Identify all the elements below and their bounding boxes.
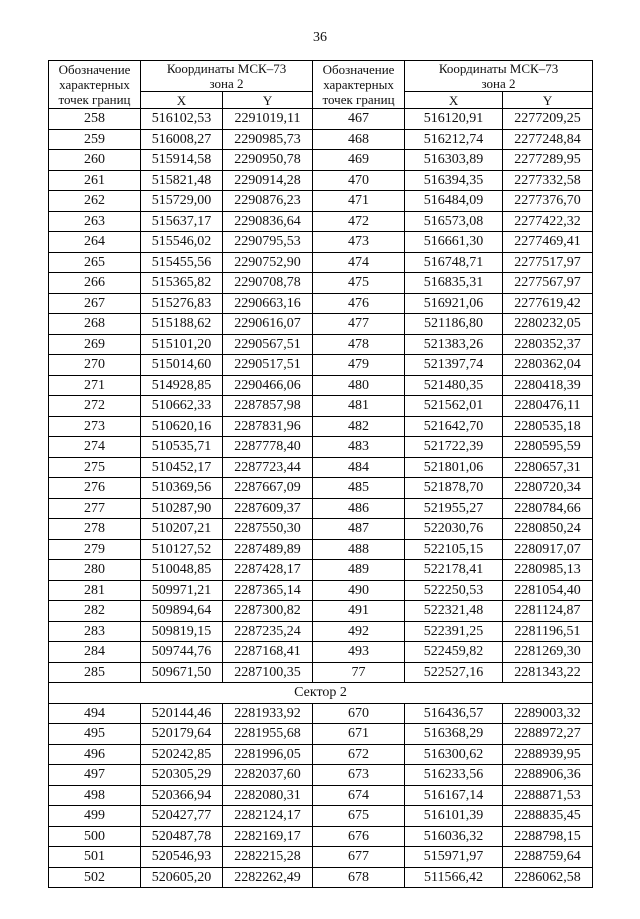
x-cell: 521642,70 xyxy=(405,416,503,437)
y-cell: 2281269,30 xyxy=(503,642,593,663)
y-cell: 2280232,05 xyxy=(503,314,593,335)
y-cell: 2290708,78 xyxy=(223,273,313,294)
x-cell: 516212,74 xyxy=(405,129,503,150)
y-cell: 2287857,98 xyxy=(223,396,313,417)
table-row xyxy=(49,703,593,724)
point-id-cell: 280 xyxy=(49,560,141,581)
x-cell: 522030,76 xyxy=(405,519,503,540)
x-cell: 515914,58 xyxy=(141,150,223,171)
y-cell: 2280352,37 xyxy=(503,334,593,355)
point-id-cell: 493 xyxy=(313,642,405,663)
point-id-cell: 482 xyxy=(313,416,405,437)
point-id-cell: 672 xyxy=(313,744,405,765)
point-id-cell: 477 xyxy=(313,314,405,335)
y-cell: 2277248,84 xyxy=(503,129,593,150)
table-row xyxy=(49,334,593,355)
table-row xyxy=(49,396,593,417)
point-id-cell: 473 xyxy=(313,232,405,253)
point-id-cell: 468 xyxy=(313,129,405,150)
y-cell: 2288871,53 xyxy=(503,785,593,806)
x-cell: 516368,29 xyxy=(405,724,503,745)
y-cell: 2288939,95 xyxy=(503,744,593,765)
y-header: Y xyxy=(503,92,593,109)
y-cell: 2287667,09 xyxy=(223,478,313,499)
x-cell: 521397,74 xyxy=(405,355,503,376)
y-cell: 2282262,49 xyxy=(223,867,313,888)
x-cell: 520366,94 xyxy=(141,785,223,806)
x-cell: 516661,30 xyxy=(405,232,503,253)
x-cell: 516748,71 xyxy=(405,252,503,273)
x-cell: 510452,17 xyxy=(141,457,223,478)
y-cell: 2280362,04 xyxy=(503,355,593,376)
table-row xyxy=(49,314,593,335)
y-cell: 2287235,24 xyxy=(223,621,313,642)
point-id-cell: 496 xyxy=(49,744,141,765)
y-cell: 2287365,14 xyxy=(223,580,313,601)
x-cell: 515014,60 xyxy=(141,355,223,376)
x-cell: 521480,35 xyxy=(405,375,503,396)
coord-header-right xyxy=(405,61,593,92)
y-cell: 2277619,42 xyxy=(503,293,593,314)
table-row xyxy=(49,621,593,642)
table-row xyxy=(49,539,593,560)
table-row xyxy=(49,273,593,294)
header-text: Координаты МСК–73 xyxy=(438,61,559,76)
table-row xyxy=(49,806,593,827)
x-cell: 516233,56 xyxy=(405,765,503,786)
x-cell: 509671,50 xyxy=(141,662,223,683)
header-text: зона 2 xyxy=(209,76,244,91)
point-id-cell: 476 xyxy=(313,293,405,314)
y-cell: 2287550,30 xyxy=(223,519,313,540)
header-text: Обозначение xyxy=(322,62,395,77)
x-cell: 522391,25 xyxy=(405,621,503,642)
y-cell: 2277422,32 xyxy=(503,211,593,232)
point-id-cell: 268 xyxy=(49,314,141,335)
table-row xyxy=(49,191,593,212)
point-id-cell: 275 xyxy=(49,457,141,478)
y-cell: 2287300,82 xyxy=(223,601,313,622)
x-cell: 510048,85 xyxy=(141,560,223,581)
x-cell: 516835,31 xyxy=(405,273,503,294)
x-cell: 510662,33 xyxy=(141,396,223,417)
y-cell: 2289003,32 xyxy=(503,703,593,724)
y-cell: 2291019,11 xyxy=(223,109,313,130)
y-cell: 2277289,95 xyxy=(503,150,593,171)
y-cell: 2280657,31 xyxy=(503,457,593,478)
x-cell: 516300,62 xyxy=(405,744,503,765)
point-id-cell: 489 xyxy=(313,560,405,581)
coordinates-table xyxy=(48,60,593,888)
point-id-cell: 502 xyxy=(49,867,141,888)
point-id-cell: 500 xyxy=(49,826,141,847)
y-cell: 2277332,58 xyxy=(503,170,593,191)
x-cell: 516101,39 xyxy=(405,806,503,827)
x-cell: 515276,83 xyxy=(141,293,223,314)
point-id-cell: 264 xyxy=(49,232,141,253)
y-cell: 2288798,15 xyxy=(503,826,593,847)
point-id-cell: 494 xyxy=(49,703,141,724)
x-cell: 516303,89 xyxy=(405,150,503,171)
x-cell: 521562,01 xyxy=(405,396,503,417)
x-cell: 509894,64 xyxy=(141,601,223,622)
point-id-cell: 276 xyxy=(49,478,141,499)
y-cell: 2281933,92 xyxy=(223,703,313,724)
point-id-cell: 267 xyxy=(49,293,141,314)
y-cell: 2281996,05 xyxy=(223,744,313,765)
point-id-cell: 259 xyxy=(49,129,141,150)
x-cell: 521878,70 xyxy=(405,478,503,499)
y-cell: 2287609,37 xyxy=(223,498,313,519)
point-id-cell: 269 xyxy=(49,334,141,355)
table-row xyxy=(49,765,593,786)
x-cell: 515971,97 xyxy=(405,847,503,868)
point-id-cell: 470 xyxy=(313,170,405,191)
table-row xyxy=(49,847,593,868)
y-cell: 2281196,51 xyxy=(503,621,593,642)
x-cell: 522459,82 xyxy=(405,642,503,663)
x-cell: 520546,93 xyxy=(141,847,223,868)
x-cell: 521801,06 xyxy=(405,457,503,478)
table-row xyxy=(49,724,593,745)
table-row xyxy=(49,170,593,191)
point-id-cell: 285 xyxy=(49,662,141,683)
x-cell: 520487,78 xyxy=(141,826,223,847)
point-id-cell: 485 xyxy=(313,478,405,499)
x-cell: 522178,41 xyxy=(405,560,503,581)
x-cell: 509744,76 xyxy=(141,642,223,663)
point-id-cell: 467 xyxy=(313,109,405,130)
y-cell: 2281343,22 xyxy=(503,662,593,683)
table-row xyxy=(49,826,593,847)
point-id-cell: 262 xyxy=(49,191,141,212)
y-cell: 2287831,96 xyxy=(223,416,313,437)
y-cell: 2280917,07 xyxy=(503,539,593,560)
y-cell: 2286062,58 xyxy=(503,867,593,888)
point-id-cell: 472 xyxy=(313,211,405,232)
x-cell: 516120,91 xyxy=(405,109,503,130)
point-id-cell: 265 xyxy=(49,252,141,273)
y-cell: 2290795,53 xyxy=(223,232,313,253)
y-cell: 2288759,64 xyxy=(503,847,593,868)
point-id-cell: 471 xyxy=(313,191,405,212)
y-cell: 2290517,51 xyxy=(223,355,313,376)
y-cell: 2277517,97 xyxy=(503,252,593,273)
x-cell: 515546,02 xyxy=(141,232,223,253)
y-cell: 2280418,39 xyxy=(503,375,593,396)
point-id-cell: 480 xyxy=(313,375,405,396)
table-row xyxy=(49,560,593,581)
point-id-cell: 273 xyxy=(49,416,141,437)
table-row xyxy=(49,867,593,888)
x-cell: 515101,20 xyxy=(141,334,223,355)
y-cell: 2287100,35 xyxy=(223,662,313,683)
y-cell: 2282124,17 xyxy=(223,806,313,827)
point-id-cell: 263 xyxy=(49,211,141,232)
y-cell: 2290663,16 xyxy=(223,293,313,314)
x-cell: 521383,26 xyxy=(405,334,503,355)
point-id-cell: 492 xyxy=(313,621,405,642)
point-id-cell: 261 xyxy=(49,170,141,191)
y-cell: 2277376,70 xyxy=(503,191,593,212)
point-id-cell: 673 xyxy=(313,765,405,786)
table-row xyxy=(49,744,593,765)
y-cell: 2287778,40 xyxy=(223,437,313,458)
table-row xyxy=(49,519,593,540)
x-cell: 515821,48 xyxy=(141,170,223,191)
x-cell: 515188,62 xyxy=(141,314,223,335)
y-cell: 2290567,51 xyxy=(223,334,313,355)
x-cell: 522321,48 xyxy=(405,601,503,622)
table-row xyxy=(49,498,593,519)
point-id-cell: 270 xyxy=(49,355,141,376)
table-row xyxy=(49,211,593,232)
x-cell: 522527,16 xyxy=(405,662,503,683)
section-row xyxy=(49,683,593,704)
table-row xyxy=(49,232,593,253)
y-cell: 2290836,64 xyxy=(223,211,313,232)
table-row xyxy=(49,150,593,171)
point-id-cell: 495 xyxy=(49,724,141,745)
y-header: Y xyxy=(223,92,313,109)
point-id-cell: 281 xyxy=(49,580,141,601)
y-cell: 2290950,78 xyxy=(223,150,313,171)
y-cell: 2281054,40 xyxy=(503,580,593,601)
table-row xyxy=(49,109,593,130)
point-id-cell: 277 xyxy=(49,498,141,519)
x-cell: 514928,85 xyxy=(141,375,223,396)
x-cell: 516102,53 xyxy=(141,109,223,130)
y-cell: 2277469,41 xyxy=(503,232,593,253)
x-cell: 516484,09 xyxy=(405,191,503,212)
point-id-cell: 278 xyxy=(49,519,141,540)
y-cell: 2290616,07 xyxy=(223,314,313,335)
point-id-cell: 258 xyxy=(49,109,141,130)
y-cell: 2280985,13 xyxy=(503,560,593,581)
table-row xyxy=(49,416,593,437)
x-cell: 522105,15 xyxy=(405,539,503,560)
y-cell: 2288835,45 xyxy=(503,806,593,827)
point-id-cell: 484 xyxy=(313,457,405,478)
table-row xyxy=(49,601,593,622)
x-cell: 521955,27 xyxy=(405,498,503,519)
x-cell: 521186,80 xyxy=(405,314,503,335)
x-cell: 516036,32 xyxy=(405,826,503,847)
y-cell: 2290876,23 xyxy=(223,191,313,212)
x-cell: 516394,35 xyxy=(405,170,503,191)
section-label: Сектор 2 xyxy=(49,683,593,704)
table-row xyxy=(49,129,593,150)
y-cell: 2282169,17 xyxy=(223,826,313,847)
y-cell: 2280720,34 xyxy=(503,478,593,499)
point-id-cell: 501 xyxy=(49,847,141,868)
y-cell: 2290985,73 xyxy=(223,129,313,150)
point-id-cell: 670 xyxy=(313,703,405,724)
table-row xyxy=(49,457,593,478)
point-id-cell: 491 xyxy=(313,601,405,622)
header-text: точек границ xyxy=(58,92,131,107)
x-cell: 515365,82 xyxy=(141,273,223,294)
table-row xyxy=(49,662,593,683)
header-text: характерных xyxy=(59,77,130,92)
header-text: Координаты МСК–73 xyxy=(166,61,287,76)
y-cell: 2282037,60 xyxy=(223,765,313,786)
point-id-cell: 677 xyxy=(313,847,405,868)
x-cell: 509971,21 xyxy=(141,580,223,601)
header-text: Обозначение xyxy=(58,62,131,77)
x-cell: 516167,14 xyxy=(405,785,503,806)
point-id-cell: 487 xyxy=(313,519,405,540)
x-cell: 510620,16 xyxy=(141,416,223,437)
x-cell: 515637,17 xyxy=(141,211,223,232)
y-cell: 2281124,87 xyxy=(503,601,593,622)
point-id-cell: 279 xyxy=(49,539,141,560)
point-id-cell: 260 xyxy=(49,150,141,171)
point-id-cell: 282 xyxy=(49,601,141,622)
point-id-cell: 490 xyxy=(313,580,405,601)
x-cell: 515455,56 xyxy=(141,252,223,273)
x-cell: 522250,53 xyxy=(405,580,503,601)
x-cell: 520179,64 xyxy=(141,724,223,745)
x-header: X xyxy=(405,92,503,109)
point-id-cell: 469 xyxy=(313,150,405,171)
y-cell: 2290466,06 xyxy=(223,375,313,396)
x-cell: 520305,29 xyxy=(141,765,223,786)
x-cell: 520144,46 xyxy=(141,703,223,724)
y-cell: 2280784,66 xyxy=(503,498,593,519)
point-id-cell: 483 xyxy=(313,437,405,458)
header-text: характерных xyxy=(323,77,394,92)
table-row xyxy=(49,355,593,376)
point-id-cell: 475 xyxy=(313,273,405,294)
point-id-cell: 481 xyxy=(313,396,405,417)
header-text: зона 2 xyxy=(481,76,516,91)
x-cell: 516008,27 xyxy=(141,129,223,150)
point-header-left xyxy=(49,61,141,109)
y-cell: 2287428,17 xyxy=(223,560,313,581)
x-cell: 510287,90 xyxy=(141,498,223,519)
y-cell: 2280535,18 xyxy=(503,416,593,437)
point-id-cell: 678 xyxy=(313,867,405,888)
page-number: 36 xyxy=(313,30,327,45)
y-cell: 2277567,97 xyxy=(503,273,593,294)
point-id-cell: 671 xyxy=(313,724,405,745)
table-row xyxy=(49,437,593,458)
y-cell: 2288906,36 xyxy=(503,765,593,786)
x-cell: 510535,71 xyxy=(141,437,223,458)
table-row xyxy=(49,293,593,314)
y-cell: 2288972,27 xyxy=(503,724,593,745)
point-id-cell: 488 xyxy=(313,539,405,560)
point-id-cell: 498 xyxy=(49,785,141,806)
coord-header-left xyxy=(141,61,313,92)
y-cell: 2287489,89 xyxy=(223,539,313,560)
y-cell: 2280595,59 xyxy=(503,437,593,458)
x-cell: 520605,20 xyxy=(141,867,223,888)
x-cell: 515729,00 xyxy=(141,191,223,212)
table-row xyxy=(49,252,593,273)
y-cell: 2280850,24 xyxy=(503,519,593,540)
x-cell: 520242,85 xyxy=(141,744,223,765)
y-cell: 2290752,90 xyxy=(223,252,313,273)
point-id-cell: 284 xyxy=(49,642,141,663)
point-id-cell: 474 xyxy=(313,252,405,273)
table-row xyxy=(49,375,593,396)
table-row xyxy=(49,580,593,601)
y-cell: 2280476,11 xyxy=(503,396,593,417)
table-row xyxy=(49,478,593,499)
y-cell: 2277209,25 xyxy=(503,109,593,130)
point-id-cell: 675 xyxy=(313,806,405,827)
point-id-cell: 486 xyxy=(313,498,405,519)
point-id-cell: 676 xyxy=(313,826,405,847)
x-header: X xyxy=(141,92,223,109)
y-cell: 2287723,44 xyxy=(223,457,313,478)
point-id-cell: 266 xyxy=(49,273,141,294)
point-id-cell: 497 xyxy=(49,765,141,786)
y-cell: 2287168,41 xyxy=(223,642,313,663)
x-cell: 516436,57 xyxy=(405,703,503,724)
x-cell: 516573,08 xyxy=(405,211,503,232)
x-cell: 510127,52 xyxy=(141,539,223,560)
point-id-cell: 283 xyxy=(49,621,141,642)
x-cell: 516921,06 xyxy=(405,293,503,314)
x-cell: 520427,77 xyxy=(141,806,223,827)
point-id-cell: 272 xyxy=(49,396,141,417)
table-row xyxy=(49,642,593,663)
x-cell: 511566,42 xyxy=(405,867,503,888)
header-text: точек границ xyxy=(322,92,395,107)
point-id-cell: 274 xyxy=(49,437,141,458)
y-cell: 2281955,68 xyxy=(223,724,313,745)
x-cell: 521722,39 xyxy=(405,437,503,458)
x-cell: 510207,21 xyxy=(141,519,223,540)
point-id-cell: 479 xyxy=(313,355,405,376)
point-id-cell: 674 xyxy=(313,785,405,806)
point-id-cell: 478 xyxy=(313,334,405,355)
y-cell: 2290914,28 xyxy=(223,170,313,191)
x-cell: 510369,56 xyxy=(141,478,223,499)
y-cell: 2282080,31 xyxy=(223,785,313,806)
point-id-cell: 499 xyxy=(49,806,141,827)
point-header-right xyxy=(313,61,405,109)
point-id-cell: 271 xyxy=(49,375,141,396)
x-cell: 509819,15 xyxy=(141,621,223,642)
table-row xyxy=(49,785,593,806)
y-cell: 2282215,28 xyxy=(223,847,313,868)
point-id-cell: 77 xyxy=(313,662,405,683)
